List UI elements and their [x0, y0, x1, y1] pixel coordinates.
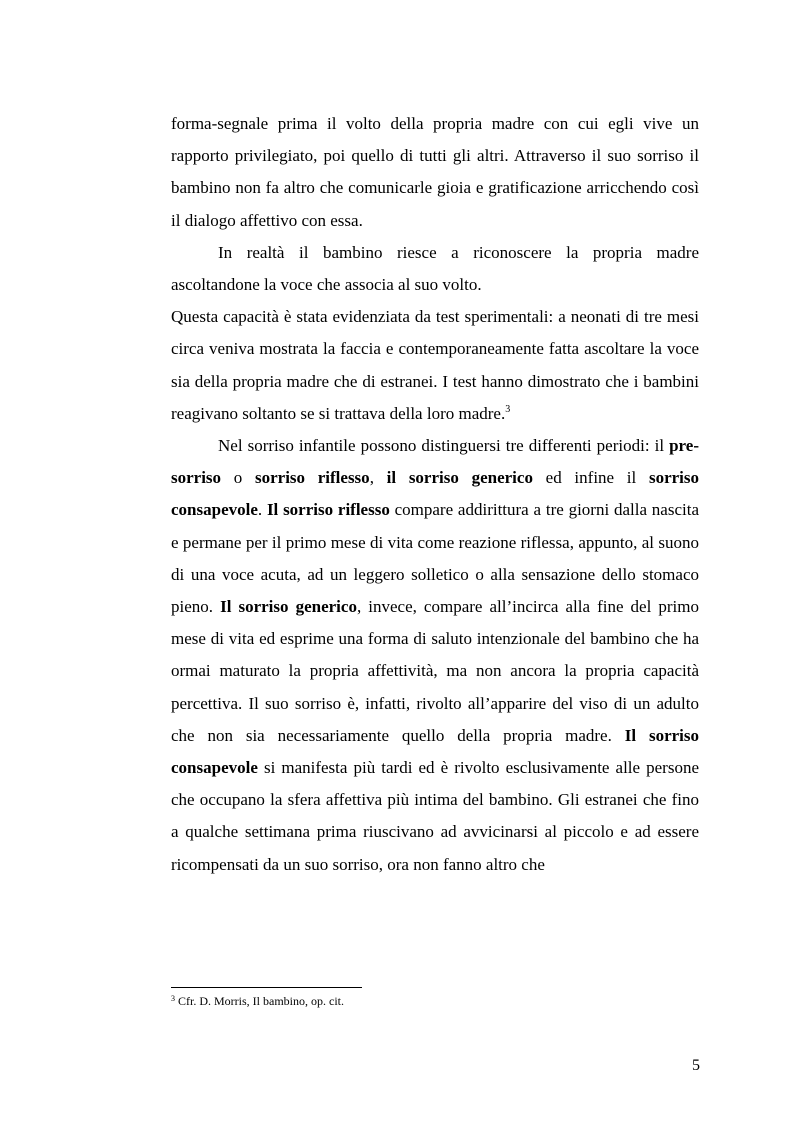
text-segment: si manifesta più tardi ed è rivolto esclusivamente alle persone che occupano la sfera affettiva più intima del bambino. Gli estranei che fino a qualche settimana prima riuscivano ad avvicinarsi al piccolo e ad essere ricompensati da un suo sorriso, ora non fanno altro che — [171, 758, 699, 874]
term-sorriso-consapevole: sorriso consapevole — [171, 468, 700, 520]
term-pre-sorriso: pre-sorriso — [171, 436, 699, 488]
heading-sorriso-riflesso: Il sorriso riflesso — [266, 500, 390, 520]
footnote — [171, 993, 344, 1009]
term-sorriso-generico: il sorriso generico — [386, 468, 533, 488]
body-text — [171, 108, 699, 881]
text-segment: , — [369, 468, 387, 488]
text-segment: ed infine il — [532, 468, 649, 488]
footnote-text: Cfr. D. Morris, Il bambino, op. cit. — [178, 994, 344, 1008]
footnote-number: 3 — [171, 994, 175, 1003]
paragraph-experiment-text: Questa capacità è stata evidenziata da test sperimentali: a neonati di tre mesi circa veniva mostrata la faccia e contemporaneamente fatta ascoltare la voce sia della propria madre che di estranei. I test hanno dimostrato che i bambini reagivano soltanto se si trattava della loro madre. — [171, 307, 699, 423]
paragraph-experiment — [171, 301, 699, 430]
paragraph-continuation: forma-segnale prima il volto della propria madre con cui egli vive un rapporto privilegiato, poi quello di tutti gli altri. Attraverso il suo sorriso il bambino non fa altro che comunicarle gioia e gratificazione arricchendo così il dialogo affettivo con essa. — [171, 114, 699, 230]
heading-sorriso-generico: Il sorriso generico — [220, 597, 357, 617]
page-number: 5 — [692, 1057, 700, 1074]
text-segment: o — [221, 468, 255, 488]
footnote-divider — [171, 987, 362, 988]
text-segment: compare addirittura a tre giorni dalla nascita e permane per il primo mese di vita come reazione riflessa, appunto, al suono di una voce acuta, ad un leggero solletico o alla sensazione dello stomaco pieno. — [171, 500, 699, 617]
text-segment: . — [257, 500, 267, 520]
text-segment: Nel sorriso infantile possono distinguersi tre differenti periodi: il — [218, 436, 670, 456]
text-segment: , invece, compare all’incirca alla fine del primo mese di vita ed esprime una forma di saluto intenzionale del bambino che ha ormai maturato la propria affettività, ma non ancora la propria capacità percettiva. Il suo sorriso è, infatti, rivolto all’apparire del viso di un adulto che non sia necessariamente quello della propria madre. — [171, 597, 699, 745]
footnote-reference[interactable]: 3 — [505, 403, 511, 415]
heading-sorriso-consapevole: Il sorriso consapevole — [171, 725, 699, 778]
term-sorriso-riflesso: sorriso riflesso — [254, 468, 370, 488]
paragraph-smile-periods — [171, 430, 699, 881]
paragraph-voice-recognition: In realtà il bambino riesce a riconoscere la propria madre ascoltandone la voce che associa al suo volto. — [171, 242, 699, 295]
